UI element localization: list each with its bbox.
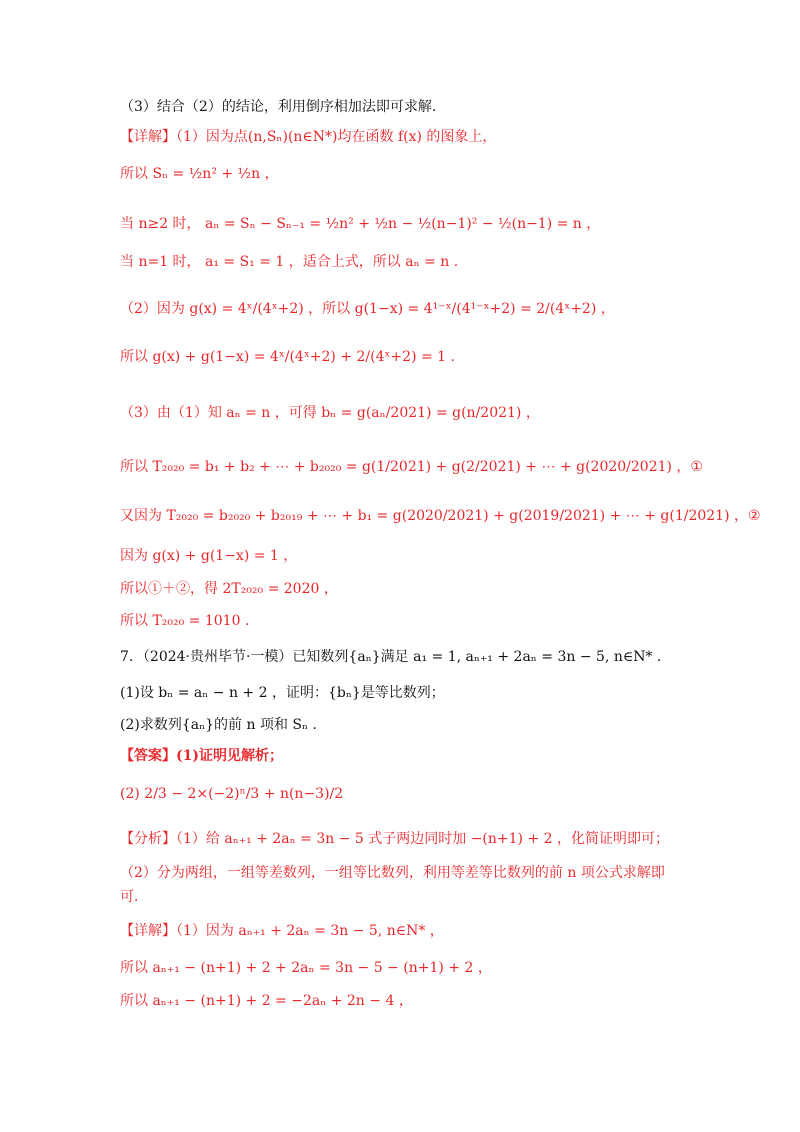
detail-line-1: 【详解】（1）因为 aₙ₊₁ + 2aₙ = 3n − 5, n∈N* ， — [120, 923, 444, 939]
text-line-2: 【详解】（1）因为点(n,Sₙ)(n∈N*)均在函数 f(x) 的图象上， — [120, 129, 497, 145]
analysis-part-2: （2）分为两组，一组等差数列，一组等比数列，利用等差等比数列的前 n 项公式求解即 — [120, 865, 665, 881]
problem-7-statement: 7．（2024·贵州毕节·一模）已知数列{aₙ}满足 a₁ = 1, aₙ₊₁ + 2aₙ = 3n − 5, n∈N* . — [120, 649, 662, 665]
text-line-3: 所以 Sₙ = ½n² + ½n ， — [120, 166, 279, 182]
text-line-5: 当 n=1 时， a₁ = S₁ = 1 ，适合上式，所以 aₙ = n . — [120, 254, 459, 270]
text-line-11: 因为 g(x) + g(1−x) = 1 ， — [120, 548, 298, 564]
text-line-8: （3）由（1）知 aₙ = n ，可得 bₙ = g(aₙ/2021) = g(n/2021) ， — [120, 405, 540, 421]
text-line-4: 当 n≥2 时， aₙ = Sₙ − Sₙ₋₁ = ½n² + ½n − ½(n−1)² − ½(n−1) = n ， — [120, 216, 601, 232]
text-line-10: 又因为 T₂₀₂₀ = b₂₀₂₀ + b₂₀₁₉ + ⋯ + b₁ = g(2020/2021) + g(2019/2021) + ⋯ + g(1/2021) ，② — [120, 508, 761, 524]
text-line-7: 所以 g(x) + g(1−x) = 4ˣ/(4ˣ+2) + 2/(4ˣ+2) = 1 . — [120, 349, 455, 365]
detail-line-2: 所以 aₙ₊₁ − (n+1) + 2 + 2aₙ = 3n − 5 − (n+1) + 2 ， — [120, 960, 492, 976]
text-line-9: 所以 T₂₀₂₀ = b₁ + b₂ + ⋯ + b₂₀₂₀ = g(1/2021) + g(2/2021) + ⋯ + g(2020/2021) ，① — [120, 459, 703, 475]
text-line-6: （2）因为 g(x) = 4ˣ/(4ˣ+2) ，所以 g(1−x) = 4¹⁻ˣ/(4¹⁻ˣ+2) = 2/(4ˣ+2) ， — [120, 301, 615, 317]
answer-heading: 【答案】(1)证明见解析； — [120, 748, 283, 764]
problem-7-part-2: (2)求数列{aₙ}的前 n 项和 Sₙ . — [120, 717, 317, 733]
analysis-part-2-cont: 可. — [120, 889, 139, 905]
analysis-part-1: 【分析】（1）给 aₙ₊₁ + 2aₙ = 3n − 5 式子两边同时加 −(n+1) + 2 ，化简证明即可； — [120, 831, 669, 847]
text-line-1: （3）结合（2）的结论，利用倒序相加法即可求解. — [120, 99, 437, 115]
text-line-12: 所以①＋②，得 2T₂₀₂₀ = 2020 ， — [120, 581, 338, 597]
text-line-13: 所以 T₂₀₂₀ = 1010 . — [120, 613, 250, 629]
detail-line-3: 所以 aₙ₊₁ − (n+1) + 2 = −2aₙ + 2n − 4 ， — [120, 993, 413, 1009]
problem-7-part-1: (1)设 bₙ = aₙ − n + 2 ，证明：{bₙ}是等比数列； — [120, 685, 445, 701]
answer-part-2: (2) 2/3 − 2×(−2)ⁿ/3 + n(n−3)/2 — [120, 786, 344, 802]
